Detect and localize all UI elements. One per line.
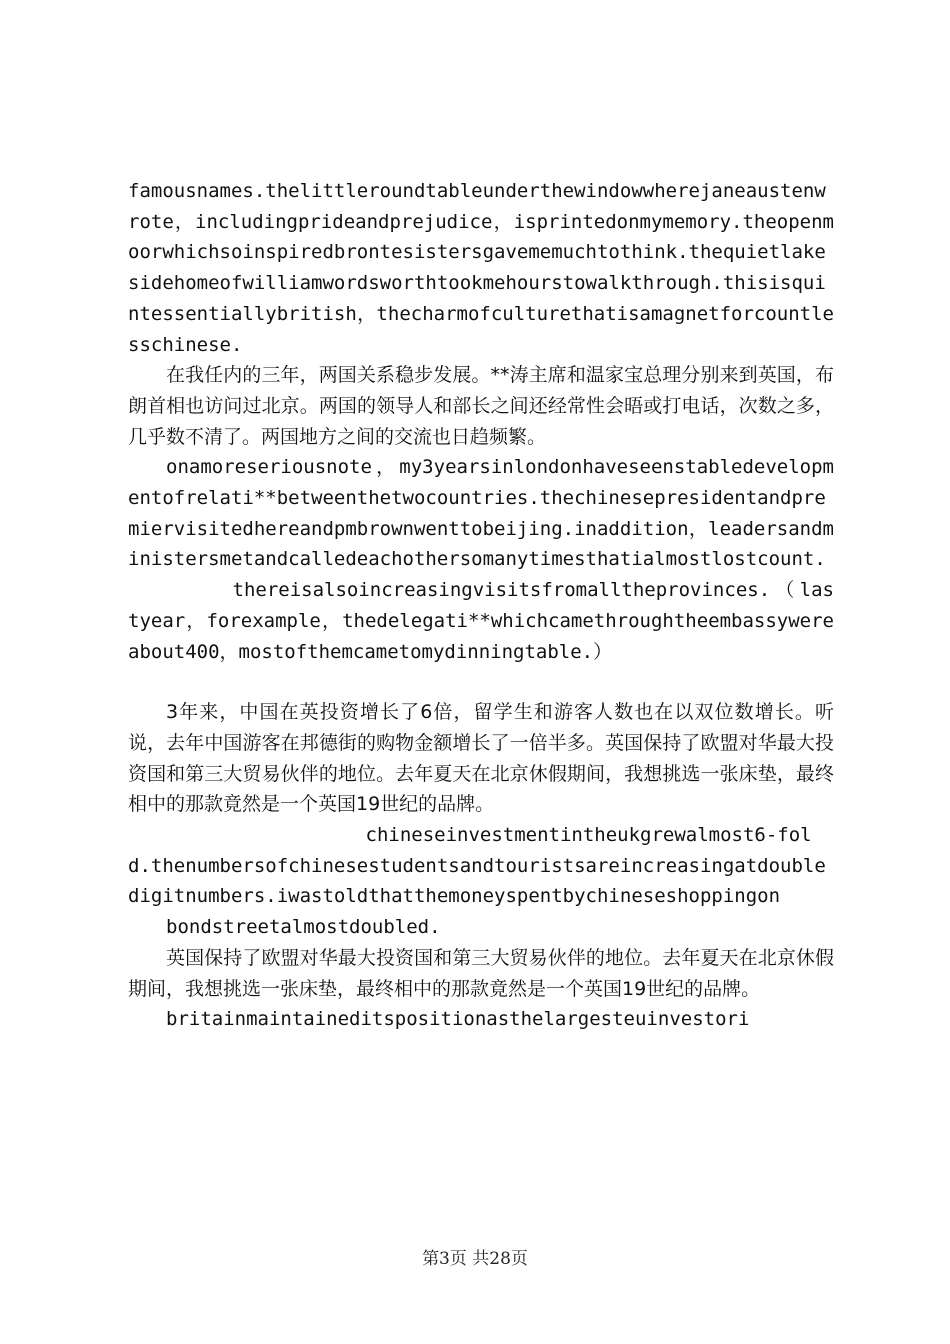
paragraph-en-culture: famousnames.thelittleroundtableunderthewindowwherejaneaustenwrote，includingprideandprejudice，isprintedonmymemory.theopenmoorwhichsoinspiredbrontesistersgavememuchtothink.thequietlakesidehomeofwilliamwordsworthtookmehourstowalkthrough.thisisquintessentiallybritish，thecharmofculturethatisamagnetforcountlesschinese. bbox=[128, 180, 834, 356]
paragraph-en-relations: onamoreseriousnote，my3yearsinlondonhaveseenstabledevelopmentofrelati**betweenthetwocountries.thechinesepresidentandpremiervisitedhereandpmbrownwenttobeijing.inaddition，leadersandministersmetandcalledeachothersomanytimesthatialmostlostcount. bbox=[128, 456, 834, 571]
paragraph-cn-relations: 在我任内的三年，两国关系稳步发展。**涛主席和温家宝总理分别来到英国，布朗首相也访问过北京。两国的领导人和部长之间还经常性会晤或打电话，次数之多，几乎数不清了。两国地方之间的交流也日趋频繁。 bbox=[128, 364, 834, 448]
paragraph-en-bondstreet: bondstreetalmostdoubled. bbox=[166, 916, 441, 939]
paragraph-gap bbox=[128, 667, 834, 697]
paragraph-en-investment: chineseinvestmentintheukgrewalmost6-fold.thenumbersofchinesestudentsandtouristsareincreasingatdoubledigitnumbers.iwastoldthatthemoneyspentbychineseshoppingon bbox=[128, 824, 826, 908]
page-number-footer: 第3页 共28页 bbox=[422, 1249, 528, 1269]
paragraph-cn-investment: 3年来，中国在英投资增长了6倍，留学生和游客人数也在以双位数增长。听说，去年中国游客在邦德街的购物金额增长了一倍半多。英国保持了欧盟对华最大投资国和第三大贸易伙伴的地位。去年夏天在北京休假期间，我想挑选一张床垫，最终相中的那款竟然是一个英国19世纪的品牌。 bbox=[128, 701, 834, 816]
document-body bbox=[128, 176, 834, 1035]
paragraph-en-trade: britainmaintaineditspositionasthelargesteuinvestori bbox=[166, 1008, 750, 1031]
paragraph-en-provinces: thereisalsoincreasingvisitsfromalltheprovinces.（lastyear，forexample，thedelegati**whichcamethroughtheembassywereabout400，mostofthemcametomydinningtable.） bbox=[128, 579, 834, 663]
paragraph-cn-trade: 英国保持了欧盟对华最大投资国和第三大贸易伙伴的地位。去年夏天在北京休假期间，我想挑选一张床垫，最终相中的那款竟然是一个英国19世纪的品牌。 bbox=[128, 946, 834, 1000]
